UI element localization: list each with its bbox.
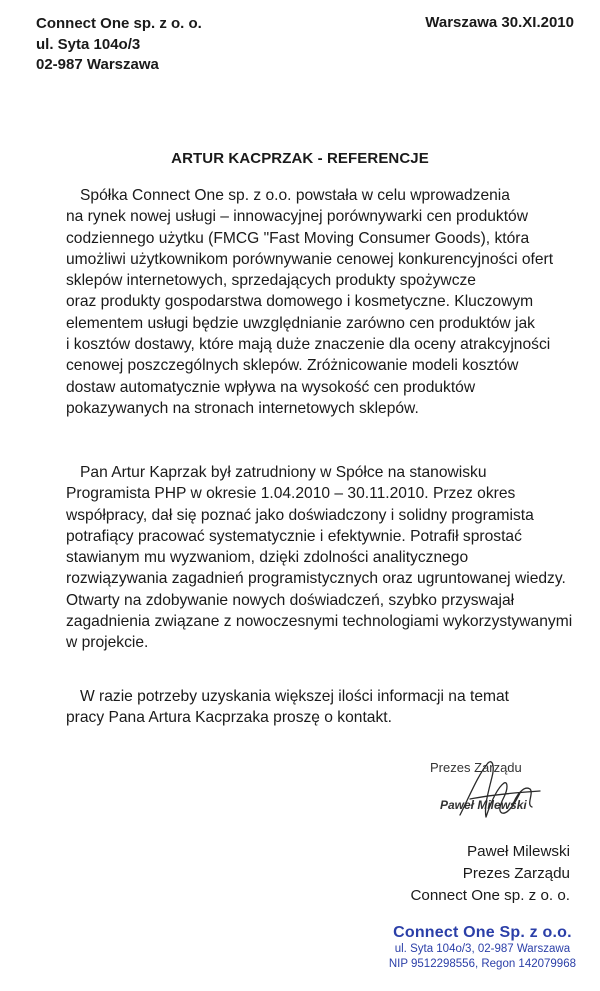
paragraph-company-intro (66, 185, 553, 419)
text-line: Spółka Connect One sp. z o.o. powstała w celu wprowadzenia (80, 187, 510, 204)
sender-address (36, 14, 202, 76)
paragraph-contact (66, 686, 509, 729)
text-line: codziennego użytku (FMCG "Fast Moving Consumer Goods), która (66, 229, 530, 247)
text-line: elementem usługi będzie uwzględnianie zarówno cen produktów jak (66, 314, 535, 332)
text-line: umożliwi użytkownikom porównywanie cenowej konkurencyjności ofert (66, 250, 554, 268)
signatory-company: Connect One sp. z o. o. (410, 887, 570, 904)
text-line: i kosztów dostawy, które mają duże znaczenie dla oceny atrakcyjności (66, 336, 551, 354)
signature-stamp-title: Prezes Zarządu (430, 760, 522, 775)
text-line: współpracy, dał się poznać jako doświadczony i solidny programista (66, 506, 534, 524)
signatory (410, 841, 570, 907)
text-line: W razie potrzeby uzyskania większej ilości informacji na temat (80, 688, 509, 705)
text-line: pracy Pana Artura Kacprzaka proszę o kontakt. (66, 709, 392, 727)
text-line: dostaw automatycznie wpływa na wysokość cen produktów (66, 378, 476, 396)
signatory-name: Paweł Milewski (467, 843, 570, 860)
text-line: Pan Artur Kaprzak był zatrudniony w Spółce na stanowisku (80, 464, 487, 481)
text-line: rozwiązywania zagadnień programistycznych oraz ugruntowanej wiedzy. (66, 570, 566, 588)
handwritten-signature (400, 755, 580, 830)
sender-company: Connect One sp. z o. o. (36, 15, 202, 32)
text-line: Programista PHP w okresie 1.04.2010 – 30.11.2010. Przez okres (66, 485, 516, 503)
stamp-address: ul. Syta 104o/3, 02-987 Warszawa (394, 943, 571, 955)
text-line: cenowej poszczególnych sklepów. Zróżnicowanie modeli kosztów (66, 357, 519, 375)
sender-street: ul. Syta 104o/3 (36, 35, 141, 53)
signature-block (400, 755, 580, 830)
text-line: potrafiący pracować systematycznie i efektywnie. Potrafił sprostać (66, 527, 522, 545)
signatory-role: Prezes Zarządu (462, 865, 570, 882)
text-line: oraz produkty gospodarstwa domowego i kosmetyczne. Kluczowym (66, 293, 534, 311)
stamp-registry: NIP 9512298556, Regon 142079968 (388, 958, 576, 970)
signature-stamp-name: Paweł Milewski (440, 798, 527, 812)
text-line: pokazywanych na stronach internetowych sklepów. (66, 399, 419, 417)
sender-city: 02-987 Warszawa (36, 56, 159, 73)
text-line: sklepów internetowych, sprzedających produkty spożywcze (66, 272, 476, 290)
text-line: na rynek nowej usługi – innowacyjnej porównywarki cen produktów (66, 208, 528, 226)
letter-date: Warszawa 30.XI.2010 (425, 14, 574, 31)
text-line: stawianym mu wyzwaniom, dzięki zdolności analitycznego (66, 549, 469, 567)
text-line: zagadnienia związane z nowoczesnymi technologiami wykorzystywanymi (66, 613, 573, 631)
letter-title: ARTUR KACPRZAK - REFERENCJE (171, 150, 429, 167)
paragraph-employment (66, 462, 572, 654)
company-stamp (389, 924, 576, 972)
text-line: Otwarty na zdobywanie nowych doświadczeń, szybko przyswajał (66, 591, 515, 609)
stamp-company-name: Connect One Sp. z o.o. (393, 924, 572, 941)
text-line: w projekcie. (66, 634, 149, 652)
